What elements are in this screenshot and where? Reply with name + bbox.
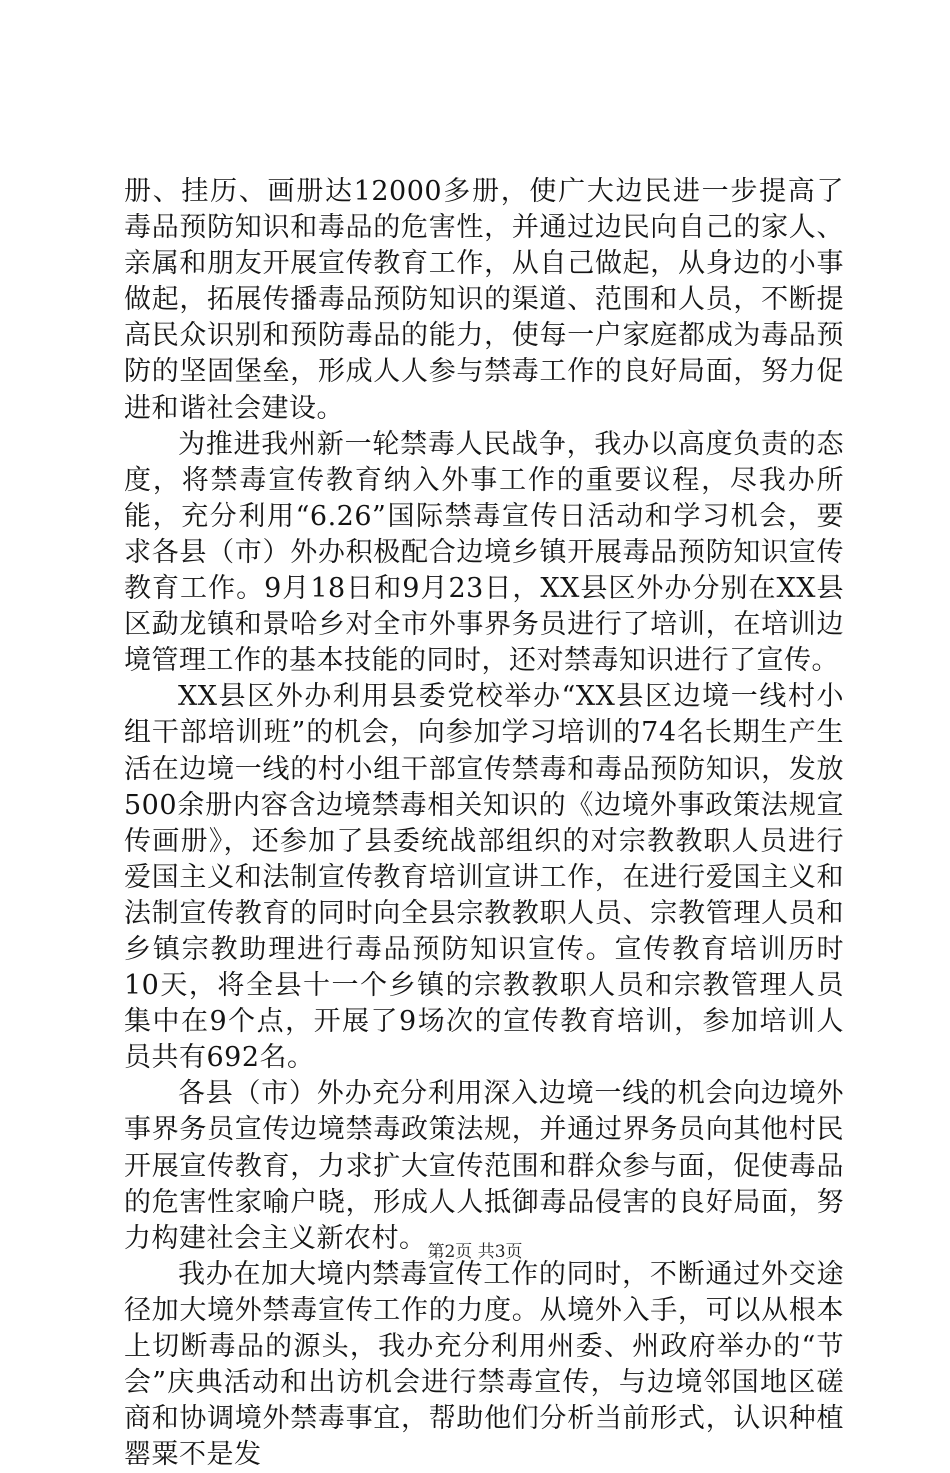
- paragraph-2: 为推进我州新一轮禁毒人民战争，我办以高度负责的态度，将禁毒宣传教育纳入外事工作的重要议程，尽我办所能，充分利用“6.26”国际禁毒宣传日活动和学习机会，要求各县（市）外办积极配合边境乡镇开展毒品预防知识宣传教育工作。9月18日和9月23日，XX县区外办分别在XX县区勐龙镇和景哈乡对全市外事界务员进行了培训，在培训边境管理工作的基本技能的同时，还对禁毒知识进行了宣传。: [124, 428, 844, 677]
- page-footer: 第2页 共3页: [427, 1242, 523, 1262]
- paragraph-5: 我办在加大境内禁毒宣传工作的同时，不断通过外交途径加大境外禁毒宣传工作的力度。从境外入手，可以从根本上切断毒品的源头，我办充分利用州委、州政府举办的“节会”庆典活动和出访机会进行禁毒宣传，与边境邻国地区磋商和协调境外禁毒事宜，帮助他们分析当前形式，认识种植罂粟不是发: [124, 1258, 844, 1471]
- paragraph-4: 各县（市）外办充分利用深入边境一线的机会向边境外事界务员宣传边境禁毒政策法规，并通过界务员向其他村民开展宣传教育，力求扩大宣传范围和群众参与面，促使毒品的危害性家喻户晓，形成人人抵御毒品侵害的良好局面，努力构建社会主义新农村。: [124, 1078, 844, 1254]
- paragraph-1: 册、挂历、画册达12000多册，使广大边民进一步提高了毒品预防知识和毒品的危害性，并通过边民向自己的家人、亲属和朋友开展宣传教育工作，从自己做起，从身边的小事做起，拓展传播毒品预防知识的渠道、范围和人员，不断提高民众识别和预防毒品的能力，使每一户家庭都成为毒品预防的坚固堡垒，形成人人参与禁毒工作的良好局面，努力促进和谐社会建设。: [124, 176, 844, 424]
- document-body: [124, 174, 844, 1473]
- paragraph-3: XX县区外办利用县委党校举办“XX县区边境一线村小组干部培训班”的机会，向参加学习培训的74名长期生产生活在边境一线的村小组干部宣传禁毒和毒品预防知识，发放500余册内容含边境禁毒相关知识的《边境外事政策法规宣传画册》，还参加了县委统战部组织的对宗教教职人员进行爱国主义和法制宣传教育培训宣讲工作，在进行爱国主义和法制宣传教育的同时向全县宗教教职人员、宗教管理人员和乡镇宗教助理进行毒品预防知识宣传。宣传教育培训历时10天，将全县十一个乡镇的宗教教职人员和宗教管理人员集中在9个点，开展了9场次的宣传教育培训，参加培训人员共有692名。: [124, 681, 844, 1074]
